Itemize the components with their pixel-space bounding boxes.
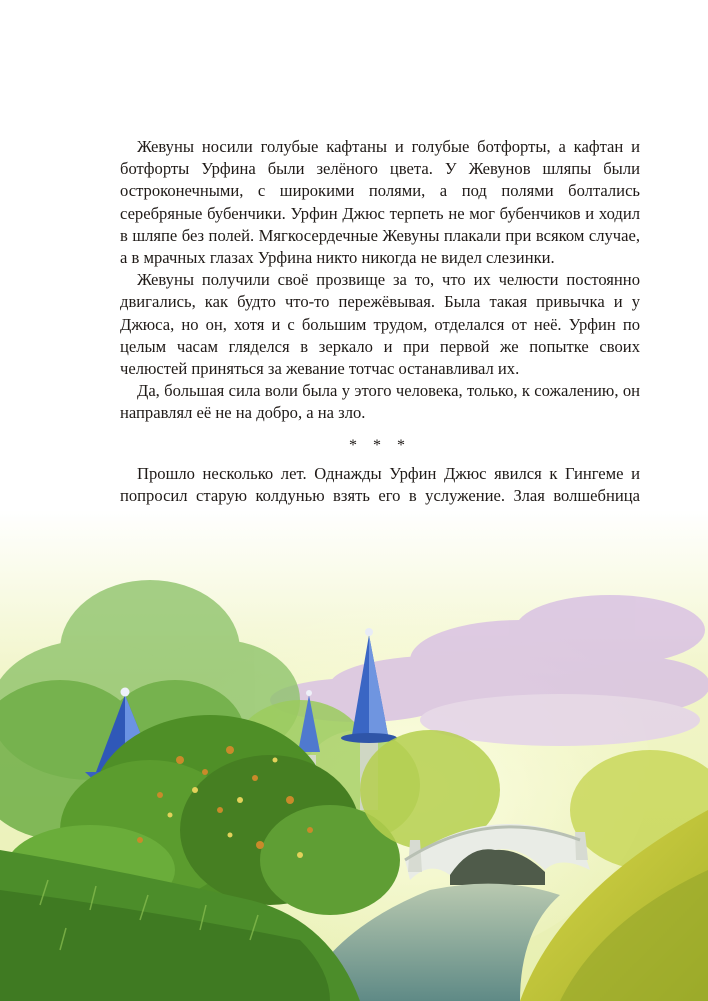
paragraph-3: Да, большая сила воли была у этого человека, только, к сожалению, он направлял её не на добро, а на зло. xyxy=(120,381,640,423)
paragraph-2: Жевуны получили своё прозвище за то, что их челюсти постоянно двигались, как будто что-то пережёвывая. Была такая привычка и у Джюса, но он, хотя и с большим трудом, отделался от неё. Урфин по целым часам гляделся в зеркало и при первой же попытке своих челюстей приняться за жевание тотчас останавливал их. xyxy=(120,270,640,379)
paragraph-1: Жевуны носили голубые кафтаны и голубые ботфорты, а кафтан и ботфорты Урфина были зелёного цвета. У Жевунов шляпы были остроконечными, с широкими полями, а под полями болтались серебряные бубенчики. Урфин Джюс терпеть не мог бубенчиков и ходил в шляпе без полей. Мягкосердечные Жевуны плакали при всяком случае, а в мрачных глазах Урфина никто никогда не видел слезинки. xyxy=(120,137,640,268)
section-separator: * * * xyxy=(349,436,411,454)
paragraph-4: Прошло несколько лет. Однажды Урфин Джюс явился к Гингеме и попросил старую колдунью взять его в услужение. Злая волшебница xyxy=(120,463,640,506)
landscape-illustration xyxy=(0,510,708,1001)
